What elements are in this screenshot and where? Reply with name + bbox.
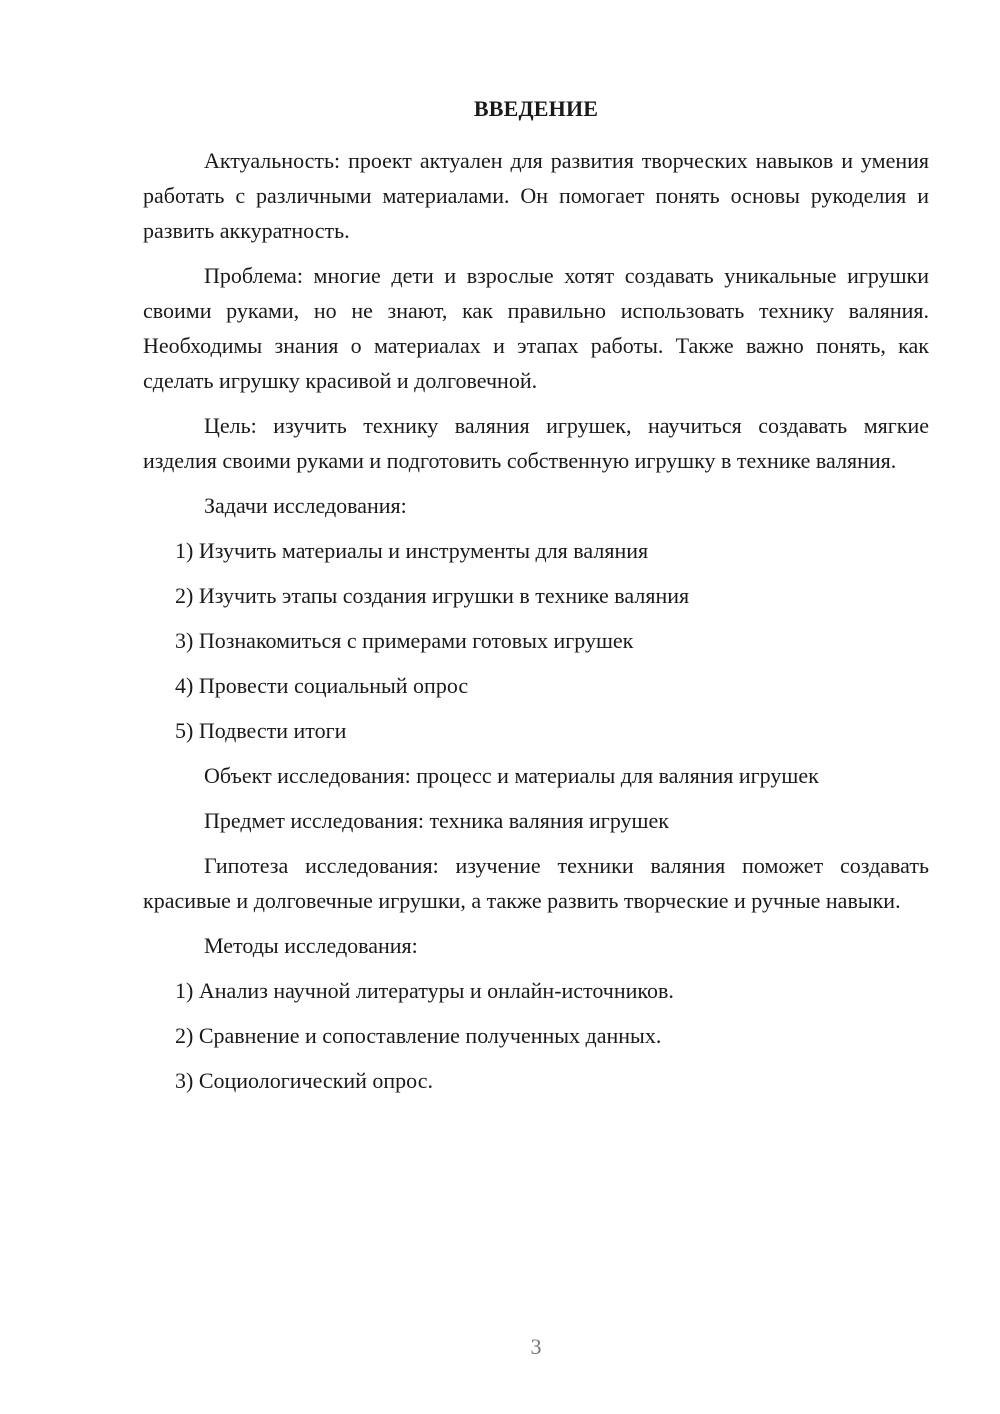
relevance-paragraph: Актуальность: проект актуален для развития творческих навыков и умения работать с различными материалами. Он помогает понять основы рукоделия и развить аккуратность.	[143, 148, 929, 243]
hypothesis-paragraph: Гипотеза исследования: изучение техники валяния поможет создавать красивые и долговечные игрушки, а также развить творческие и ручные навыки.	[143, 853, 929, 913]
goal-paragraph: Цель: изучить технику валяния игрушек, научиться создавать мягкие изделия своими руками и подготовить собственную игрушку в технике валяния.	[143, 413, 929, 473]
method-item: 1) Анализ научной литературы и онлайн-источников.	[175, 978, 674, 1003]
method-item: 2) Сравнение и сопоставление полученных данных.	[175, 1023, 662, 1048]
methods-heading: Методы исследования:	[204, 933, 418, 958]
problem-paragraph: Проблема: многие дети и взрослые хотят создавать уникальные игрушки своими руками, но не знают, как правильно использовать технику валяния. Необходимы знания о материалах и этапах работы. Также важно понять, как сделать игрушку красивой и долговечной.	[143, 263, 929, 393]
tasks-heading: Задачи исследования:	[204, 493, 407, 518]
task-item: 4) Провести социальный опрос	[175, 673, 469, 698]
page-title: ВВЕДЕНИЕ	[473, 96, 599, 121]
task-item: 1) Изучить материалы и инструменты для валяния	[175, 538, 649, 563]
document-body	[143, 143, 929, 1108]
subject-line: Предмет исследования: техника валяния игрушек	[204, 808, 669, 833]
task-item: 5) Подвести итоги	[175, 718, 347, 743]
page-number: 3	[530, 1334, 542, 1359]
object-line: Объект исследования: процесс и материалы для валяния игрушек	[204, 763, 819, 788]
task-item: 2) Изучить этапы создания игрушки в технике валяния	[175, 583, 690, 608]
task-item: 3) Познакомиться с примерами готовых игрушек	[175, 628, 634, 653]
method-item: 3) Социологический опрос.	[175, 1068, 433, 1093]
